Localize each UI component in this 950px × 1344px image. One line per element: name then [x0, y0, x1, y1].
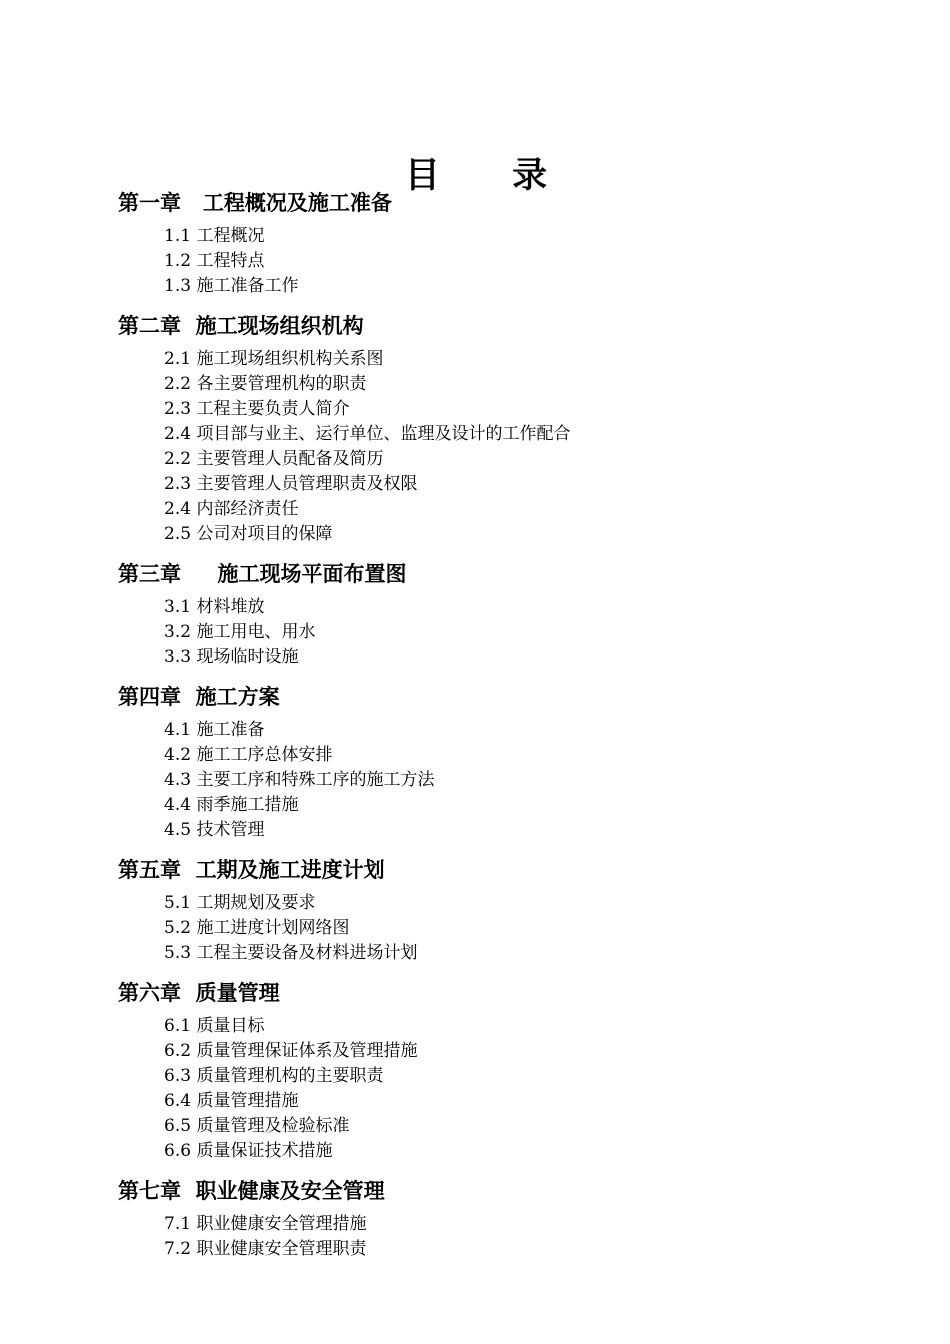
section-item: 2.2 主要管理人员配备及简历: [164, 449, 384, 469]
section-list: [164, 347, 898, 547]
section-item: 7.2 职业健康安全管理职责: [164, 1239, 367, 1259]
section-item: 2.5 公司对项目的保障: [164, 524, 333, 544]
section-item: 4.4 雨季施工措施: [164, 795, 299, 815]
toc-chapter-block: [118, 557, 898, 670]
chapter-heading: 第五章 工期及施工进度计划: [118, 858, 385, 882]
table-of-contents: [118, 186, 898, 1272]
section-item: 3.3 现场临时设施: [164, 647, 299, 667]
chapter-heading: 第一章 工程概况及施工准备: [118, 191, 392, 215]
section-item: 6.6 质量保证技术措施: [164, 1141, 333, 1161]
chapter-heading: 第四章 施工方案: [118, 685, 280, 709]
toc-chapter-block: [118, 680, 898, 843]
section-item: 1.3 施工准备工作: [164, 276, 299, 296]
chapter-heading: 第七章 职业健康及安全管理: [118, 1179, 385, 1203]
toc-chapter-block: [118, 186, 898, 299]
chapter-heading: 第二章 施工现场组织机构: [118, 314, 364, 338]
section-item: 3.2 施工用电、用水: [164, 622, 316, 642]
section-list: [164, 1014, 898, 1164]
section-item: 6.4 质量管理措施: [164, 1091, 299, 1111]
section-item: 4.5 技术管理: [164, 820, 265, 840]
section-item: 5.3 工程主要设备及材料进场计划: [164, 943, 418, 963]
chapter-heading: 第三章 施工现场平面布置图: [118, 562, 407, 586]
section-item: 2.4 内部经济责任: [164, 499, 299, 519]
section-item: 7.1 职业健康安全管理措施: [164, 1214, 367, 1234]
chapter-heading: 第六章 质量管理: [118, 981, 280, 1005]
section-item: 1.2 工程特点: [164, 251, 265, 271]
section-item: 2.1 施工现场组织机构关系图: [164, 349, 384, 369]
section-item: 2.3 主要管理人员管理职责及权限: [164, 474, 418, 494]
toc-chapter-block: [118, 309, 898, 547]
section-item: 6.2 质量管理保证体系及管理措施: [164, 1041, 418, 1061]
section-list: [164, 1212, 898, 1262]
section-item: 5.2 施工进度计划网络图: [164, 918, 350, 938]
section-item: 4.2 施工工序总体安排: [164, 745, 333, 765]
section-list: [164, 595, 898, 670]
section-item: 2.4 项目部与业主、运行单位、监理及设计的工作配合: [164, 424, 571, 444]
page-title: 目 录: [404, 156, 578, 197]
section-item: 3.1 材料堆放: [164, 597, 265, 617]
section-list: [164, 718, 898, 843]
toc-chapter-block: [118, 1174, 898, 1262]
toc-chapter-block: [118, 853, 898, 966]
section-item: 4.3 主要工序和特殊工序的施工方法: [164, 770, 435, 790]
section-item: 5.1 工期规划及要求: [164, 893, 316, 913]
section-list: [164, 224, 898, 299]
section-item: 2.3 工程主要负责人简介: [164, 399, 350, 419]
section-item: 6.3 质量管理机构的主要职责: [164, 1066, 384, 1086]
section-list: [164, 891, 898, 966]
section-item: 6.1 质量目标: [164, 1016, 265, 1036]
section-item: 6.5 质量管理及检验标准: [164, 1116, 350, 1136]
section-item: 4.1 施工准备: [164, 720, 265, 740]
section-item: 2.2 各主要管理机构的职责: [164, 374, 367, 394]
toc-chapter-block: [118, 976, 898, 1164]
section-item: 1.1 工程概况: [164, 226, 265, 246]
